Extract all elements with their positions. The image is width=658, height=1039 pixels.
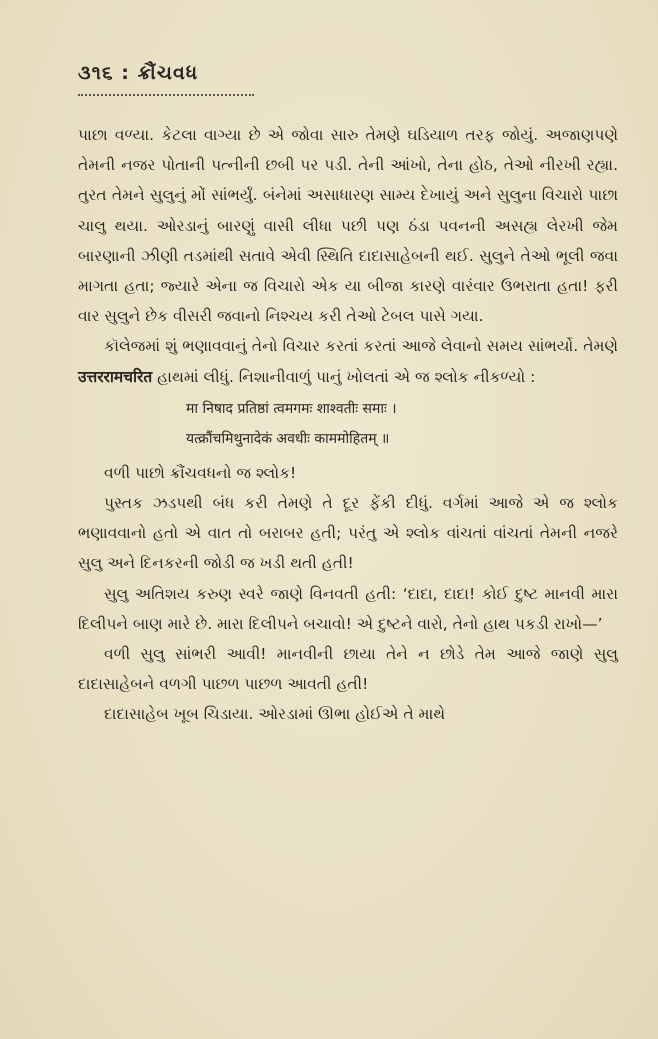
running-header [78,62,198,84]
inline-book-title: उत्तररामचरित [78,366,153,386]
paragraph-2-before: કૉલેજમાં શું ભણાવવાનું તેનો વિચાર કરતાં કરતાં આજે લેવાનો સમય સાંભર્યો. તેમણે [104,337,618,356]
header-rule [78,94,254,96]
verse-line-1: मा निषाद प्रतिष्ठां त्वमगमः शाश्वतीः समाः । [186,400,397,417]
paragraph-6: વળી સુલુ સાંભરી આવી! માનવીની છાયા તેને ન છોડે તેમ આજે જાણે સુલુ દાદાસાહેબને વળગી પાછળ પાછળ આવતી હતી! [78,645,618,694]
paragraph-2 [78,331,618,391]
verse-line-2: यत्क्रौंचमिथुनादेकं अवधीः काममोहितम् ॥ [186,430,390,447]
paragraph-1: પાછા વળ્યા. કેટલા વાગ્યા છે એ જોવા સારુ તેમણે ઘડિયાળ તરફ જોયું. અજાણપણે તેમની નજર પોતાની પત્નીની છબી પર પડી. તેની આંખો, તેના હોઠ, તેઓ નીરખી રહ્યા. તુરત તેમને સુલુનું મોં સાંભર્યું. બંનેમાં અસાધારણ સામ્ય દેખાયું અને સુલુના વિચારો પાછા ચાલુ થયા. ઓરડાનું બારણું વાસી લીધા પછી પણ ઠંડા પવનની અસહ્ય લેરખી જેમ બારણાની ઝીણી તડમાંથી સતાવે એવી સ્થિતિ દાદાસાહેબની થઈ. સુલુને તેઓ ભૂલી જવા માગતા હતા; જ્યારે એના જ વિચારો એક યા બીજા કારણે વારંવાર ઉભરાતા હતા! ફરી વાર સુલુને છેક વીસરી જવાનો નિશ્ચય કરી તેઓ ટેબલ પાસે ગયા. [78,126,618,326]
paragraph-2-after: હાથમાં લીધું. નિશાનીવાળું પાનું ખોલતાં એ જ શ્લોક નીકળ્યો : [152,367,536,386]
body-text [78,120,618,730]
paragraph-7: દાદાસાહેબ ખૂબ ચિડાયા. ઓરડામાં ઊભા હોઈએ તે માથે [104,705,446,724]
header-separator: : [121,62,130,84]
paragraph-4: પુસ્તક ઝડપથી બંધ કરી તેમણે તે દૂર ફેંકી દીધું. વર્ગમાં આજે એ જ શ્લોક ભણાવવાનો હતો એ વાત તો બરાબર હતી; પરંતુ એ શ્લોક વાંચતાં વાંચતાં તેમની નજરે સુલુ અને દિનકરની જોડી જ ખડી થતી હતી! [78,494,618,573]
sanskrit-verse [78,394,618,454]
page-number: ૩૧૬ [78,62,114,84]
paragraph-5: સુલુ અતિશય કરુણ સ્વરે જાણે વિનવતી હતી: ‘દાદા, દાદા! કોઈ દુષ્ટ માનવી મારા દિલીપને બાણ મારે છે. મારા દિલીપને બચાવો! એ દુષ્ટને વારો, તેનો હાથ પકડી રાખો—’ [78,584,618,633]
paragraph-3: વળી પાછો ક્રૌંચવધનો જ શ્લોક! [104,463,297,482]
book-title: ક્રૌંચવધ [137,62,199,84]
